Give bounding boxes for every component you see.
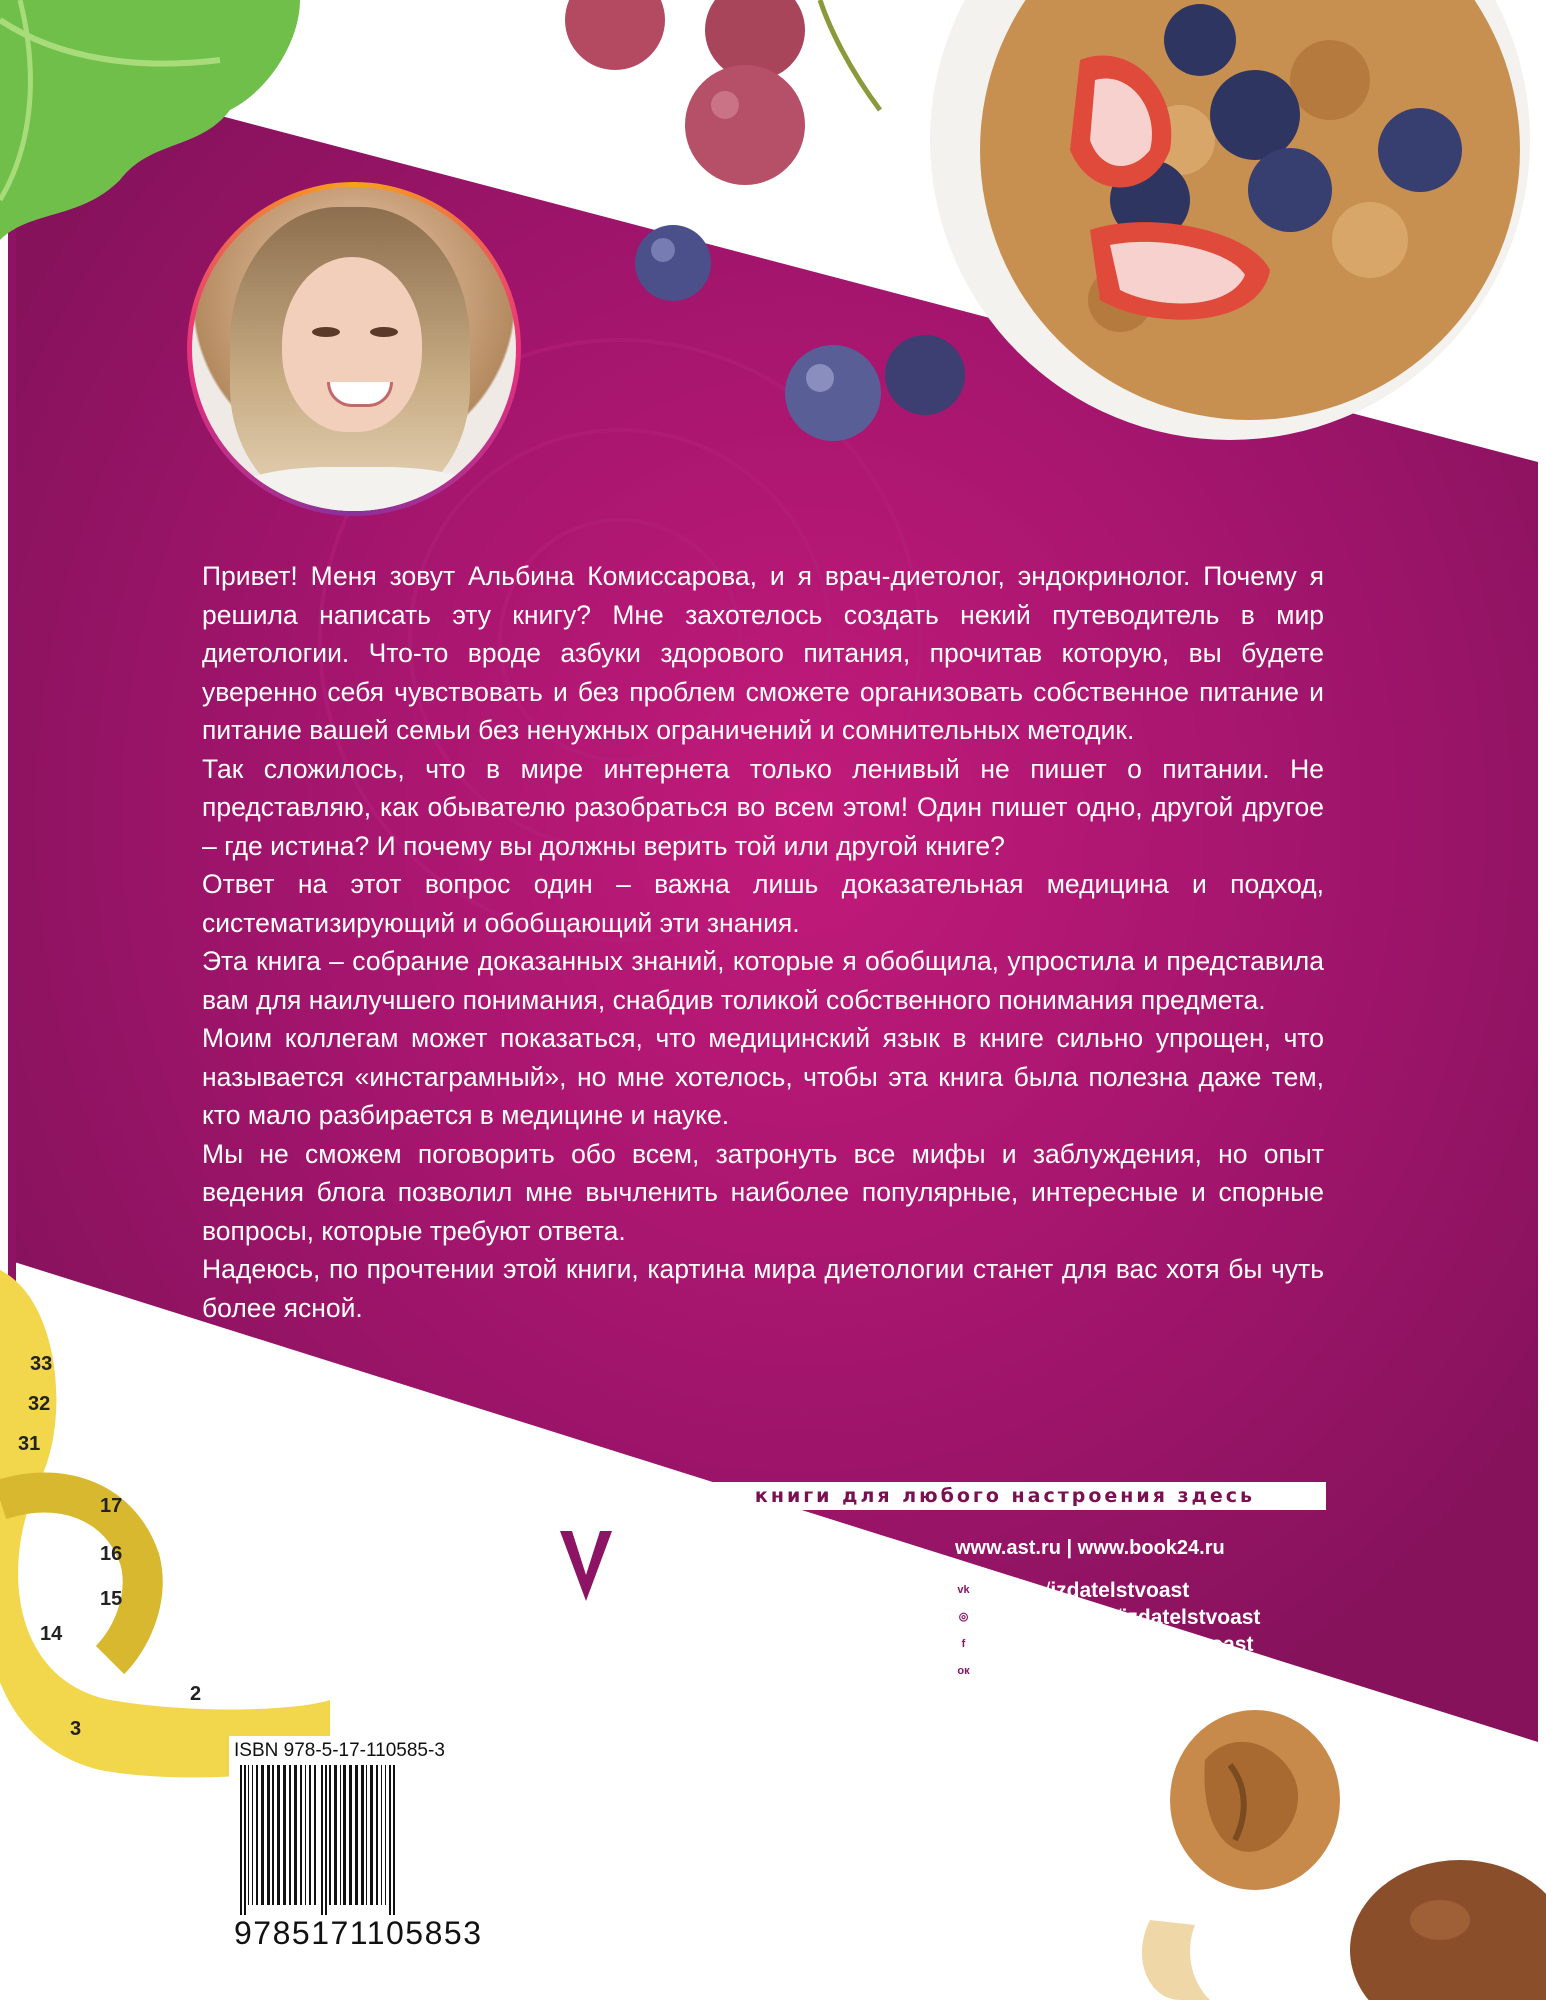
facebook-icon: f xyxy=(955,1636,972,1653)
barcode-bar xyxy=(385,1765,386,1905)
barcode-bar xyxy=(244,1765,246,1915)
svg-text:3: 3 xyxy=(70,1718,82,1740)
barcode-bar xyxy=(294,1765,297,1905)
barcode-bar xyxy=(349,1765,352,1905)
paragraph-hope: Надеюсь, по прочтении этой книги, картина мира диетологии станет для вас хотя бы чуть более ясной. xyxy=(202,1254,1324,1323)
vk-icon: vk xyxy=(955,1582,972,1599)
publisher-group-label: ИЗДАТЕЛЬСКАЯ ГРУППА АСТ xyxy=(708,1627,912,1642)
svg-text:15: 15 xyxy=(100,1588,123,1610)
social-links xyxy=(955,1577,1260,1685)
barcode-bar xyxy=(355,1765,358,1905)
barcode-bar xyxy=(343,1765,346,1905)
barcode-bar xyxy=(393,1765,395,1915)
social-link-instagram[interactable]: ◎ instagram.com/izdatelstvoast xyxy=(955,1604,1260,1631)
grapes xyxy=(565,0,880,185)
barcode-bar xyxy=(252,1765,253,1905)
barcode-bar xyxy=(248,1765,249,1905)
barcode-bar xyxy=(329,1765,331,1905)
annotation-text xyxy=(202,557,1324,1327)
hazelnut xyxy=(1350,1860,1546,2000)
author-photo xyxy=(187,182,521,516)
social-link-facebook[interactable]: f facebook.com/izdatelstvoast xyxy=(955,1631,1260,1658)
svg-text:17: 17 xyxy=(100,1495,123,1517)
svg-text:14: 14 xyxy=(40,1623,63,1645)
publisher-tagline: книги для любого настроения здесь xyxy=(684,1482,1326,1510)
cashew xyxy=(1142,1920,1210,2000)
social-link-ok[interactable]: ок ok.ru/izdatelstvoast xyxy=(955,1658,1260,1685)
paragraph-answer: Ответ на этот вопрос один – важна лишь доказательная медицина и подход, систематизирующий и обобщающий эти знания. xyxy=(202,869,1324,938)
paragraph-colleagues: Моим коллегам может показаться, что медицинский язык в книге сильно упрощен, что называется «инстаграмный», но мне хотелось, чтобы эта книга была полезна даже тем, кто мало разбирается в медицине и науке. xyxy=(202,1023,1324,1130)
barcode-bar xyxy=(389,1765,391,1915)
barcode-bar xyxy=(340,1765,341,1905)
paragraph-intro: Привет! Меня зовут Альбина Комиссарова, и я врач-диетолог, эндокринолог. Почему я решила написать эту книгу? Мне захотелось создать некий путеводитель в мир диетологии. Что-то вроде азбуки здорового питания, прочитав которую, вы будете уверенно себя чувствовать и без проблем сможете организовать собственное питание и питание вашей семьи без ненужных ограничений и сомнительных методик. xyxy=(202,561,1324,745)
social-link-vk[interactable]: vk vk.com/izdatelstvoast xyxy=(955,1577,1260,1604)
svg-text:33: 33 xyxy=(30,1353,53,1375)
instagram-icon: ◎ xyxy=(955,1609,972,1626)
barcode-bar xyxy=(283,1765,286,1905)
paragraph-myths: Мы не сможем поговорить обо всем, затронуть все мифы и заблуждения, но опыт ведения блога позволил мне вычленить наиболее популярные, интересные и спорные вопросы, которые требуют ответа. xyxy=(202,1138,1324,1246)
barcode-bar xyxy=(376,1765,378,1905)
svg-text:32: 32 xyxy=(28,1393,51,1415)
barcode-bar xyxy=(361,1765,364,1905)
barcode-bar xyxy=(261,1765,264,1905)
barcode-bar xyxy=(289,1765,291,1905)
svg-text:2: 2 xyxy=(190,1683,202,1705)
paragraph-book: Эта книга – собрание доказанных знаний, которые я обобщила, упростила и представила вам для наилучшего понимания, снабдив толикой собственного понимания предмета. xyxy=(202,946,1324,1015)
barcode-bar xyxy=(370,1765,373,1905)
walnut xyxy=(1170,1710,1340,1890)
paragraph-internet: Так сложилось, что в мире интернета только ленивый не пишет о питании. Не представляю, как обывателю разобраться во всем этом! Один пишет одно, другой другое – где истина? И почему вы должны верить той или другой книге? xyxy=(202,753,1324,861)
svg-text:act: act xyxy=(737,1553,818,1613)
barcode-bar xyxy=(321,1765,323,1915)
v-imprint-logo xyxy=(522,1503,650,1643)
svg-text:31: 31 xyxy=(18,1433,41,1455)
barcode-bar xyxy=(366,1765,367,1905)
barcode-bar xyxy=(277,1765,280,1905)
odnoklassniki-icon: ок xyxy=(955,1663,972,1680)
barcode-bar xyxy=(309,1765,311,1905)
barcode-bar xyxy=(305,1765,306,1905)
measuring-tape xyxy=(0,1270,330,1777)
barcode-bar xyxy=(272,1765,274,1905)
barcode xyxy=(238,1765,488,1915)
svg-text:16: 16 xyxy=(100,1543,123,1565)
barcode-bar xyxy=(240,1765,242,1915)
barcode-bar xyxy=(325,1765,327,1915)
barcode-bar xyxy=(256,1765,258,1905)
barcode-bar xyxy=(300,1765,302,1905)
isbn-label: ISBN 978-5-17-110585-3 xyxy=(234,1740,445,1761)
isbn-number: 9785171105853 xyxy=(234,1915,483,1951)
barcode-bar xyxy=(314,1765,316,1905)
barcode-bar xyxy=(381,1765,382,1905)
barcode-bar xyxy=(334,1765,337,1905)
barcode-bar xyxy=(267,1765,270,1905)
publisher-websites[interactable]: www.ast.ru | www.book24.ru xyxy=(955,1537,1225,1559)
ast-logo xyxy=(735,1522,865,1622)
